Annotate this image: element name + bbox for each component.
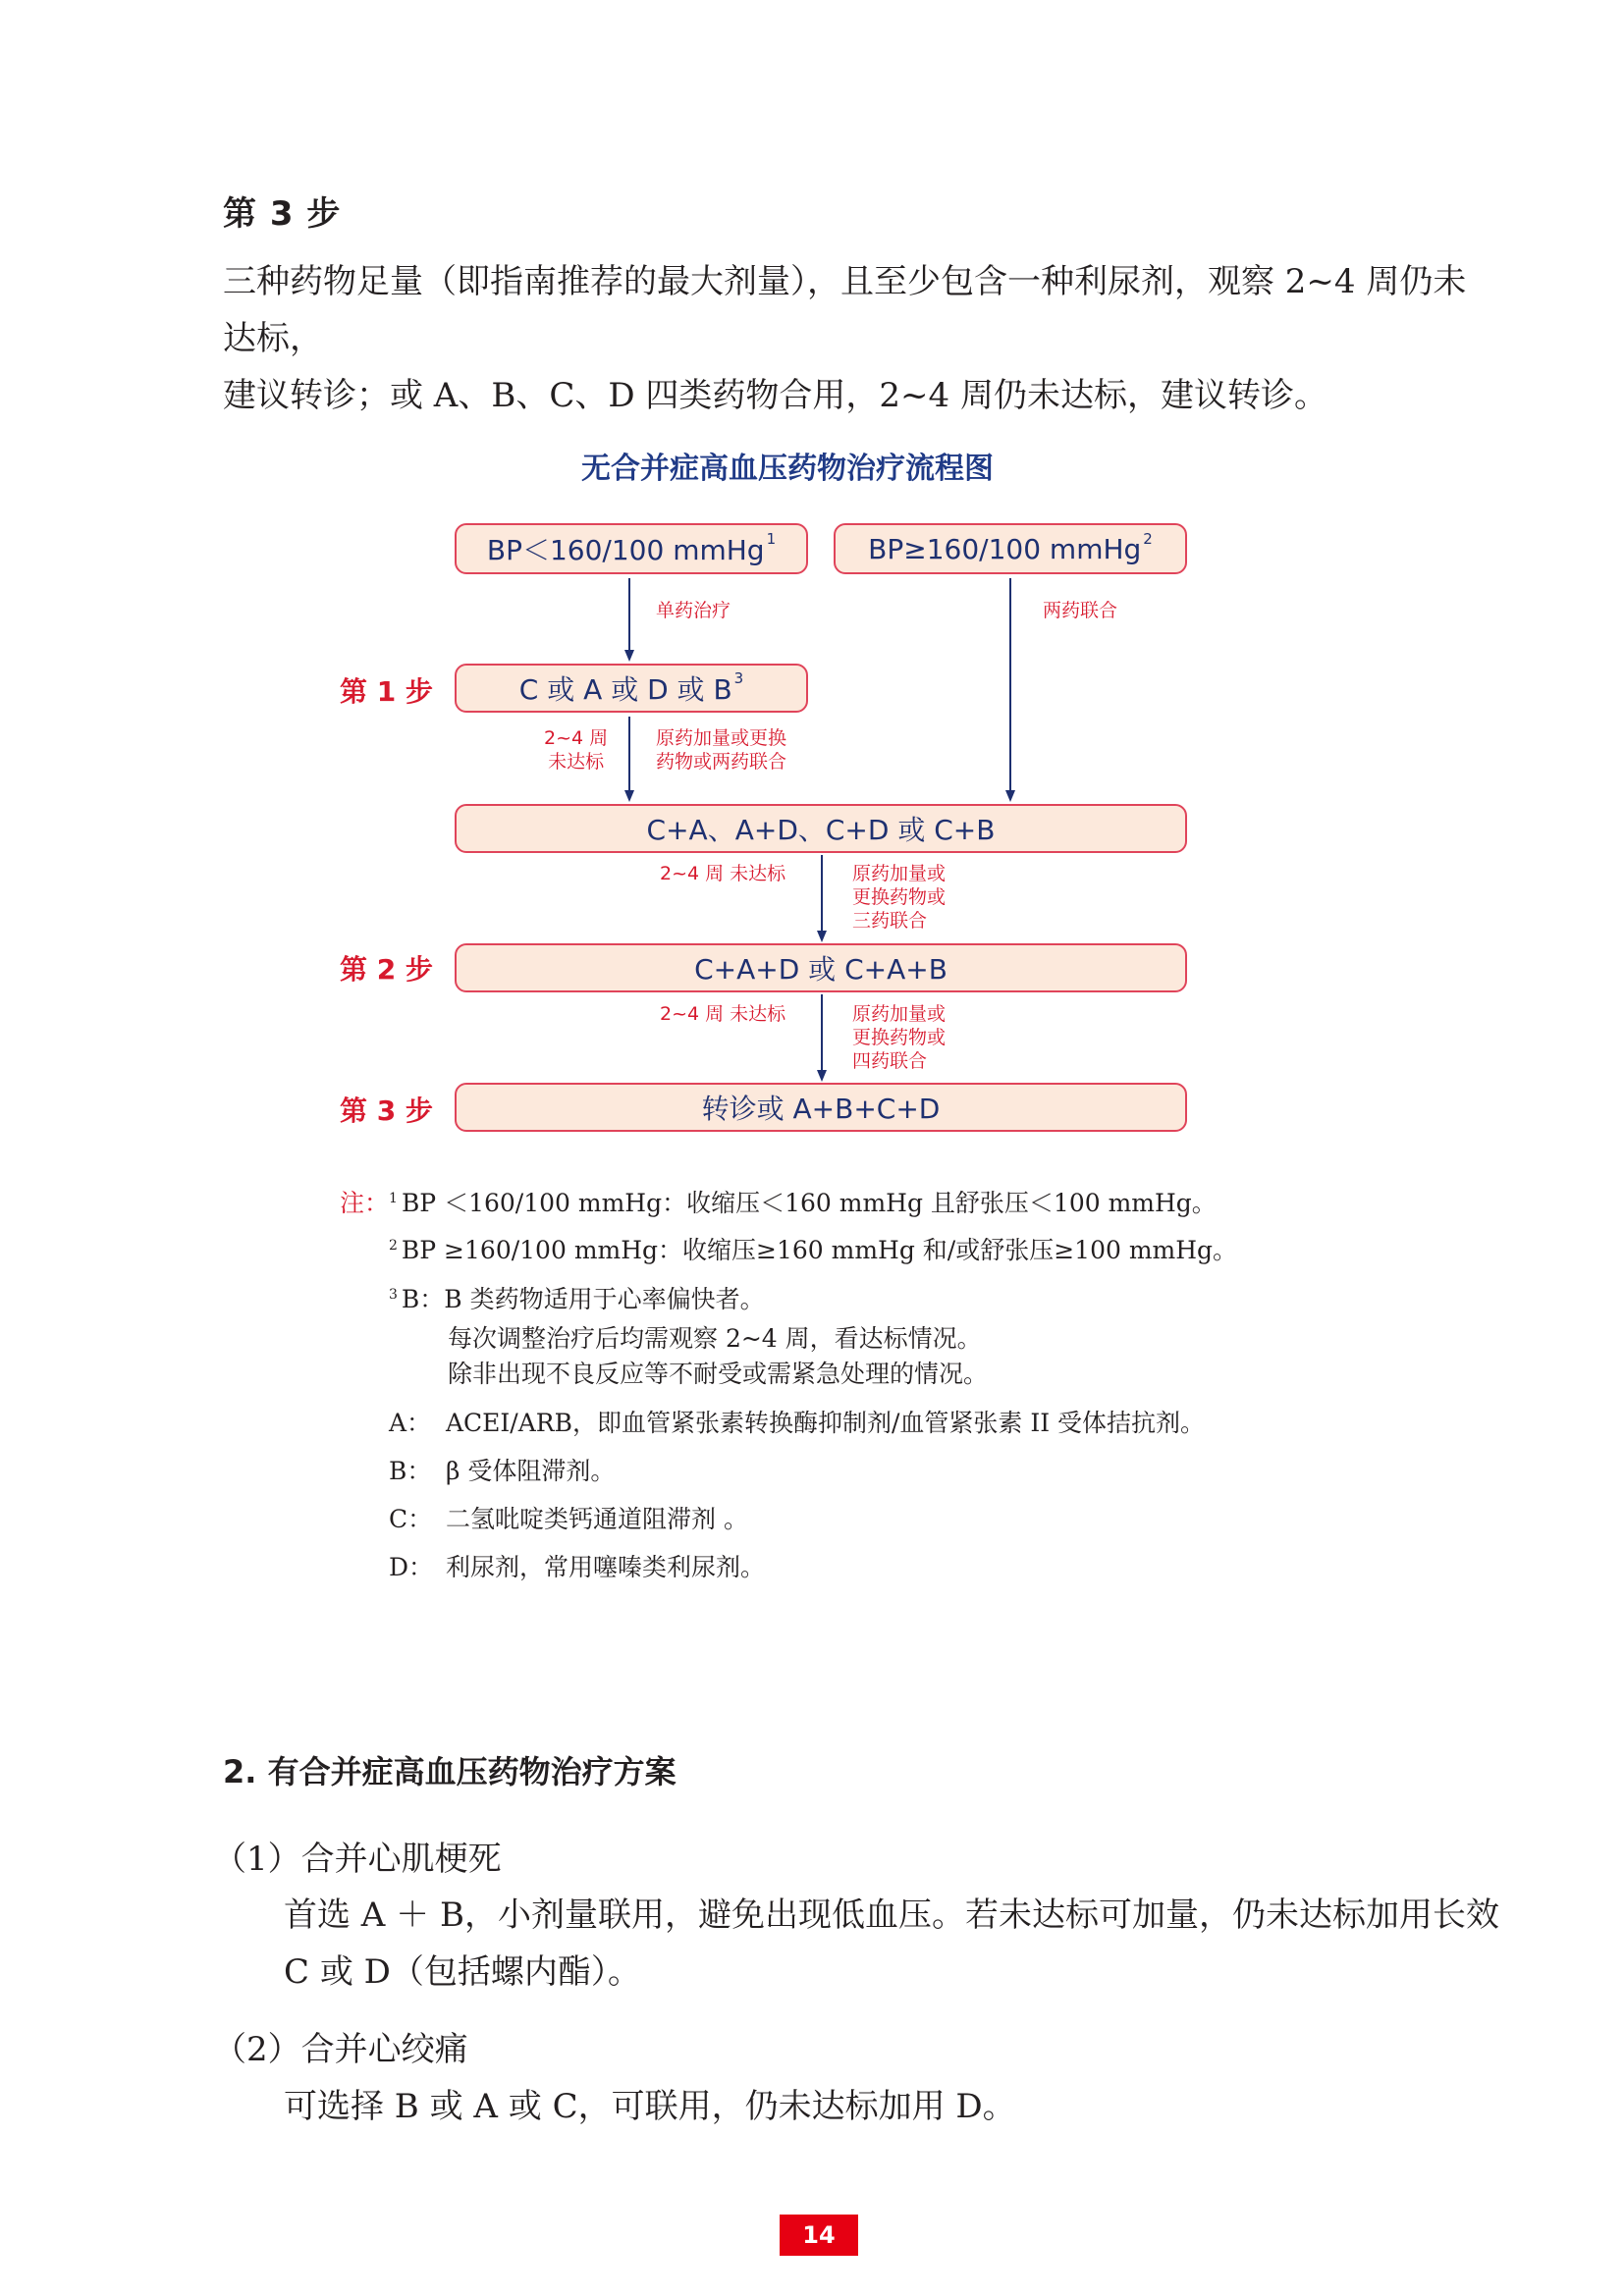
label-dual: 两药联合 <box>1043 600 1118 621</box>
note-3: $^3$ B：B 类药物适用于心率偏快者。 每次调整治疗后均需观察 2~4 周，看达标情况。 除非出现不良反应等不耐受或需紧急处理的情况。 <box>389 1285 989 1388</box>
box-step3 <box>455 1083 1187 1132</box>
box-bp-high-sup: 2 <box>1143 530 1153 548</box>
note-1: 注：$^1$ BP ＜160/100 mmHg：收缩压＜160 mmHg 且舒张压＜100 mmHg。 <box>340 1189 1217 1217</box>
box-step2-text: C+A+D 或 C+A+B <box>694 953 947 986</box>
note-weeks-1: 2~4 周 未达标 <box>544 727 609 773</box>
note-weeks-2: 2~4 周 未达标 <box>660 863 786 884</box>
item2-title: （2）合并心绞痛 <box>213 2030 468 2069</box>
note-adjust-3: 原药加量或 更换药物或 四药联合 <box>852 1003 947 1072</box>
box-bp-low-text: BP＜160/100 mmHg <box>486 534 765 566</box>
note-2: $^2$ BP ≥160/100 mmHg：收缩压≥160 mmHg 和/或舒张压≥100 mmHg。 <box>389 1236 1238 1264</box>
section2-heading: 2. 有合并症高血压药物治疗方案 <box>223 1753 677 1790</box>
step3-label: 第 3 步 <box>340 1095 433 1127</box>
label-mono: 单药治疗 <box>656 600 731 621</box>
legend-d: D： 利尿剂，常用噻嗪类利尿剂。 <box>389 1553 766 1581</box>
box-step1-sup: 3 <box>733 669 744 687</box>
box-combo2 <box>455 804 1187 853</box>
page-number: 14 <box>780 2215 858 2256</box>
item1-title: （1）合并心肌梗死 <box>213 1840 502 1879</box>
box-step3-text: 转诊或 A+B+C+D <box>701 1093 941 1125</box>
step2-label: 第 2 步 <box>340 953 433 986</box>
item2-body: 可选择 B 或 A 或 C，可联用，仍未达标加用 D。 <box>284 2087 1016 2126</box>
note-adjust-2: 原药加量或 更换药物或 三药联合 <box>852 863 947 932</box>
step3-heading: 第 3 步 <box>223 194 342 234</box>
box-bp-high <box>834 523 1187 574</box>
box-step1 <box>455 664 808 713</box>
note-weeks-3: 2~4 周 未达标 <box>660 1003 786 1025</box>
box-bp-low-sup: 1 <box>766 530 777 548</box>
item1-body: 首选 A ＋ B，小剂量联用，避免出现低血压。若未达标可加量，仍未达标加用长效 C 或 D（包括螺内酯）。 <box>284 1896 1499 1992</box>
legend-b: B： β 受体阻滞剂。 <box>389 1457 616 1485</box>
flowchart-title: 无合并症高血压药物治疗流程图 <box>581 452 994 486</box>
legend-a: A： ACEI/ARB，即血管紧张素转换酶抑制剂/血管紧张素 II 受体拮抗剂。 <box>389 1409 1206 1437</box>
box-bp-low <box>455 523 808 574</box>
note-adjust-1: 原药加量或更换 药物或两药联合 <box>656 727 787 773</box>
step1-label: 第 1 步 <box>340 675 433 708</box>
step3-para-line1: 三种药物足量（即指南推荐的最大剂量），且至少包含一种利尿剂，观察 2~4 周仍未达标， <box>223 262 1467 358</box>
notes-prefix: 注： <box>340 1189 390 1217</box>
box-step2 <box>455 943 1187 992</box>
step3-para-line2: 建议转诊；或 A、B、C、D 四类药物合用，2~4 周仍未达标，建议转诊。 <box>223 376 1327 415</box>
box-combo2-text: C+A、A+D、C+D 或 C+B <box>646 814 996 846</box>
box-step1-text: C 或 A 或 D 或 B <box>518 673 732 706</box>
legend-c: C： 二氢吡啶类钙通道阻滞剂 。 <box>389 1505 748 1533</box>
box-bp-high-text: BP≥160/100 mmHg <box>868 532 1142 565</box>
